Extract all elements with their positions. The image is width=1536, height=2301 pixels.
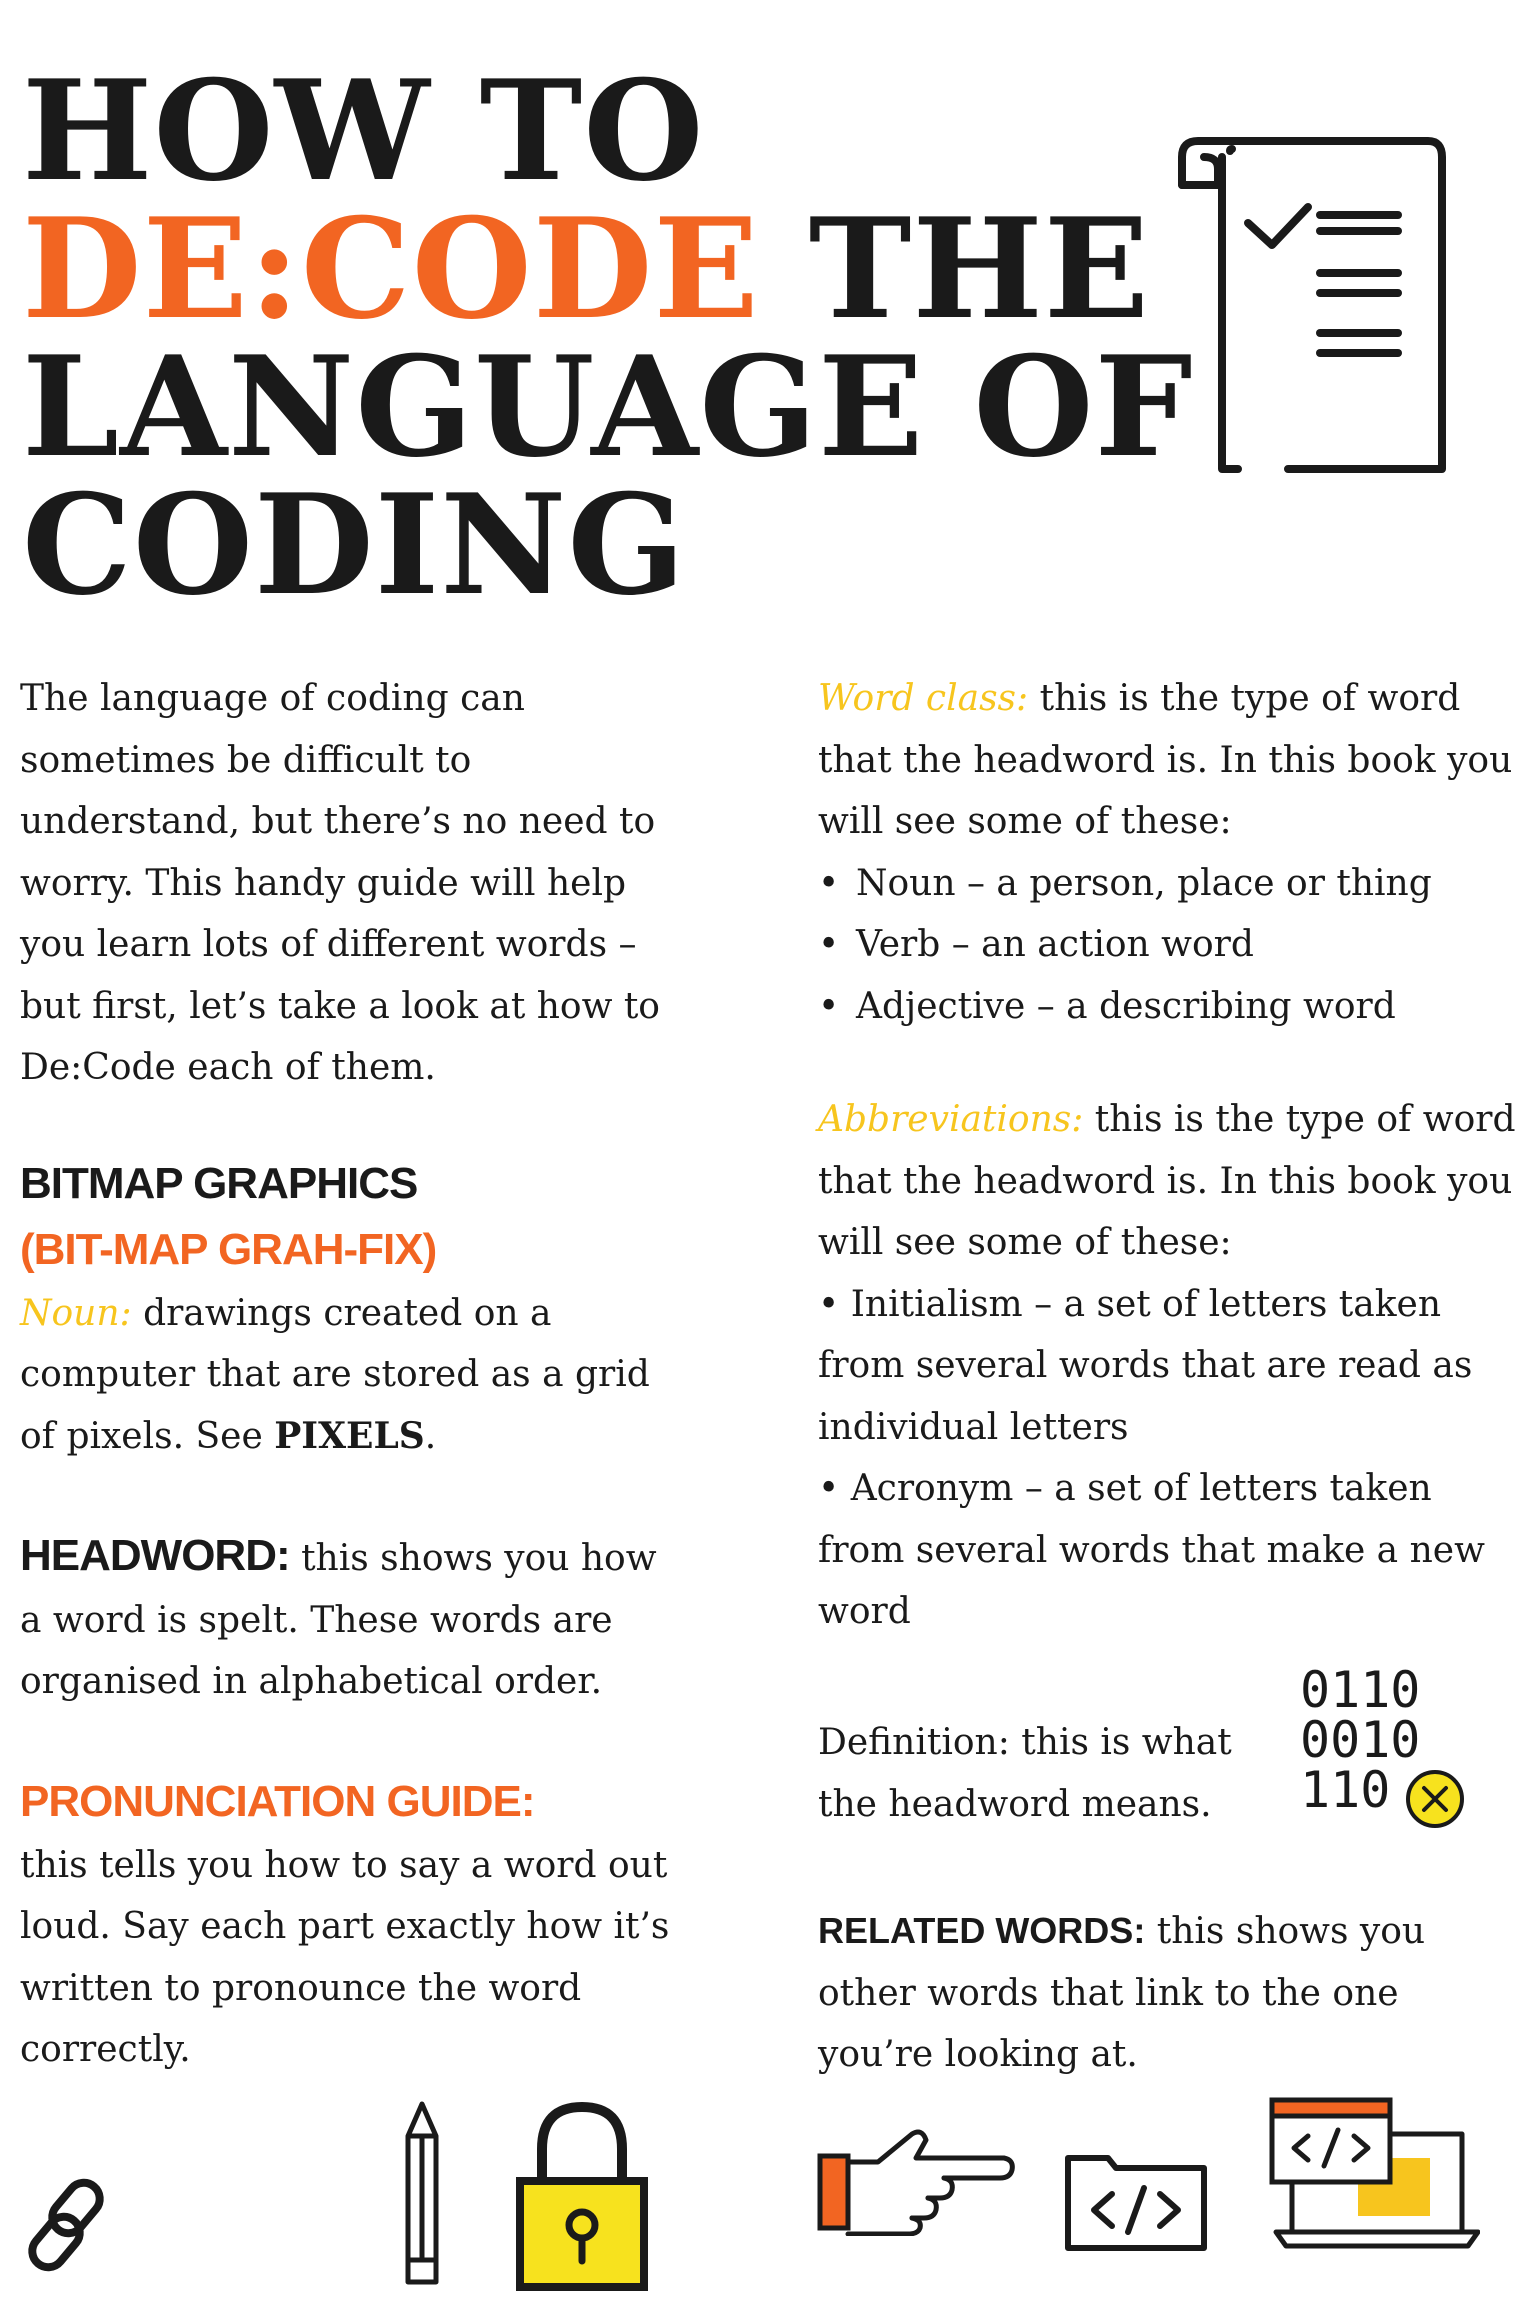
binary-line: 0010 <box>1300 1711 1421 1769</box>
headword-label: HEADWORD: <box>20 1531 290 1580</box>
binary-line: 110 <box>1300 1761 1391 1819</box>
chain-link-icon <box>18 2170 118 2280</box>
abbreviations-label: Abbreviations: <box>818 1099 1084 1140</box>
definition-explainer: Definition: this is what the headword means. <box>818 1722 1232 1825</box>
title-line-4: CODING <box>22 463 687 626</box>
headword-text: this shows you how a word is spelt. These words are organised in alphabetical order. <box>20 1538 657 1702</box>
pointing-hand-icon <box>816 2126 1016 2236</box>
initialism-item: Initialism – a set of letters taken from several words that are read as individual letters <box>818 1283 1473 1448</box>
word-class-text: this is the type of word that the headword is. In this book you will see some of these: <box>818 678 1513 842</box>
example-pronunciation: (BIT-MAP GRAH-FIX) <box>20 1224 437 1274</box>
document-checklist-icon <box>1170 135 1450 475</box>
page-title <box>22 49 1194 626</box>
pronunciation-guide-text: this tells you how to say a word out loud. Say each part exactly how it’s written to pronounce the word correctly. <box>20 1844 670 2070</box>
code-window-icon <box>1268 2096 1480 2260</box>
title-line-2 <box>22 187 1194 350</box>
word-class-explainer <box>818 668 1518 853</box>
binary-graphic <box>1300 1661 1421 1819</box>
example-end: . <box>424 1415 437 1457</box>
list-item: • Adjective – a describing word <box>818 976 1518 1038</box>
word-class-list <box>818 853 1518 1038</box>
abbreviations-explainer <box>818 1089 1518 1274</box>
example-definition <box>20 1283 680 1468</box>
close-circle-icon <box>1404 1768 1466 1830</box>
padlock-icon <box>512 2095 652 2295</box>
example-headword: BITMAP GRAPHICS <box>20 1158 418 1208</box>
related-words-label: RELATED WORDS: <box>818 1910 1146 1951</box>
list-item: • Initialism – a set of letters taken from several words that are read as individual letters <box>818 1283 1473 1448</box>
title-line-2-rest: THE <box>759 187 1151 350</box>
title-line-3: LANGUAGE OF <box>22 325 1194 488</box>
acronym-item: Acronym – a set of letters taken from several words that make a new word <box>818 1468 1485 1632</box>
left-column <box>20 668 680 2081</box>
intro-paragraph: The language of coding can sometimes be difficult to understand, but there’s no need to worry. This handy guide will help you learn lots of different words – but first, let’s take a look at how to De:Code each of them. <box>20 678 660 1088</box>
list-item: • Verb – an action word <box>818 914 1518 976</box>
related-words-explainer <box>818 1900 1518 2086</box>
see-also-link[interactable]: PIXELS <box>274 1414 425 1457</box>
example-word-class: Noun: <box>20 1292 132 1334</box>
related-words-text: this shows you other words that link to the one you’re looking at. <box>818 1911 1426 2075</box>
pencil-icon <box>400 2100 444 2288</box>
word-class-label: Word class: <box>818 678 1029 719</box>
title-line-1: HOW TO <box>22 49 705 212</box>
headword-explainer <box>20 1523 680 1713</box>
list-item: • Acronym – a set of letters taken from several words that make a new word <box>818 1468 1485 1632</box>
pronunciation-guide-label: PRONUNCIATION GUIDE: <box>20 1776 535 1826</box>
code-folder-icon <box>1064 2150 1208 2254</box>
title-accent-decode: DE:CODE <box>22 187 760 350</box>
abbreviations-text: this is the type of word that the headword is. In this book you will see some of these: <box>818 1099 1516 1263</box>
list-item: • Noun – a person, place or thing <box>818 853 1518 915</box>
example-definition-text: drawings created on a computer that are stored as a grid of pixels. See <box>20 1292 650 1457</box>
binary-line: 0110 <box>1300 1661 1421 1719</box>
right-column <box>818 668 1518 1643</box>
